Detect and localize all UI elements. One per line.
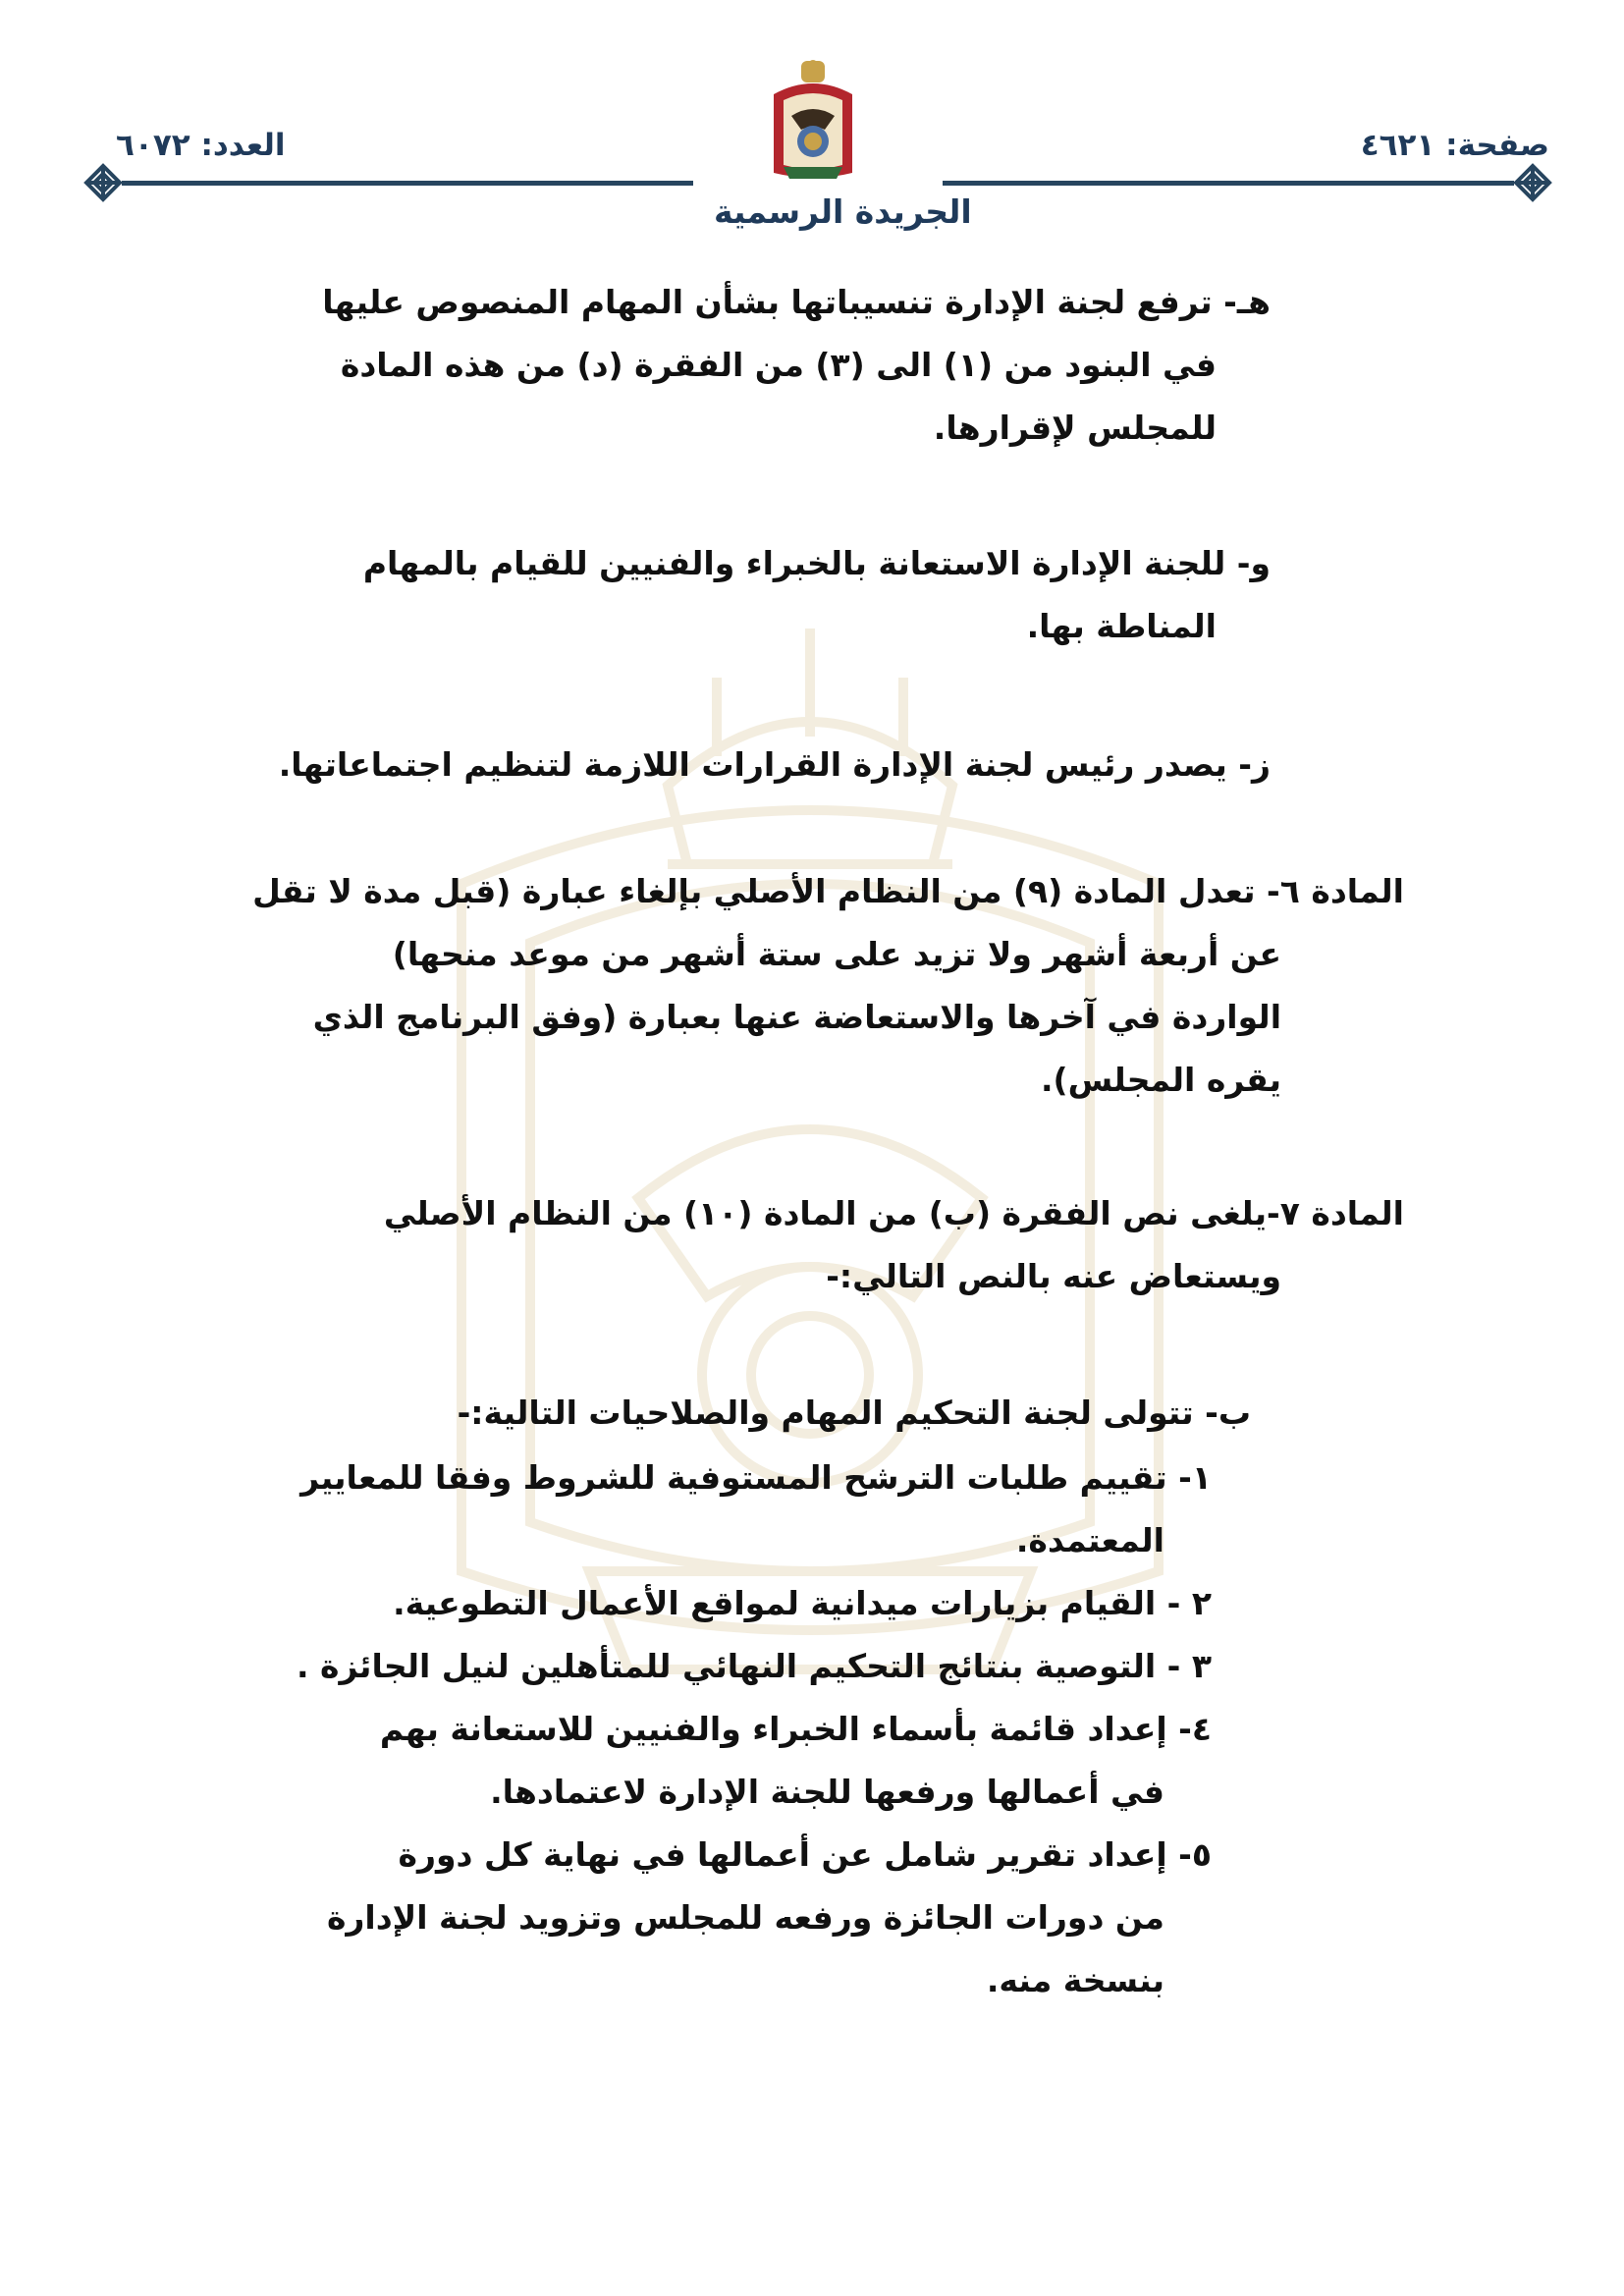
article-7 (384, 1182, 1404, 1308)
item-1-line: ١- تقييم طلبات الترشح المستوفية للشروط وفقا للمعايير (300, 1458, 1212, 1497)
article-6-line: الواردة في آخرها والاستعاضة عنها بعبارة (وفق البرنامج الذي (312, 998, 1281, 1036)
paragraph-h-line: للمجلس لإقرارها. (933, 409, 1217, 447)
item-3 (297, 1635, 1212, 1698)
paragraph-b (458, 1382, 1251, 1445)
article-6-line: عن أربعة أشهر ولا تزيد على ستة أشهر من موعد منحها) (392, 935, 1281, 973)
page-number: صفحة: ٤٦٢١ (1360, 128, 1549, 163)
article-6 (252, 860, 1404, 1112)
article-7-line: المادة ٧-يلغى نص الفقرة (ب) من المادة (١٠) من النظام الأصلي (383, 1194, 1404, 1232)
item-2 (393, 1572, 1212, 1635)
item-4 (380, 1698, 1212, 1824)
coat-of-arms-emblem (762, 57, 864, 185)
item-3-line: ٣ - التوصية بنتائج التحكيم النهائي للمتأهلين لنيل الجائزة . (297, 1647, 1212, 1685)
article-7-line: ويستعاض عنه بالنص التالي:- (826, 1257, 1281, 1295)
item-1 (300, 1447, 1212, 1572)
header-rule-right (943, 181, 1514, 186)
item-5-line: بنسخة منه. (986, 1961, 1164, 1999)
article-6-line: يقره المجلس). (1041, 1061, 1281, 1099)
item-2-line: ٢ - القيام بزيارات ميدانية لمواقع الأعمال التطوعية. (393, 1584, 1212, 1622)
paragraph-h-line: هـ- ترفع لجنة الإدارة تنسيباتها بشأن المهام المنصوص عليها (322, 283, 1271, 321)
paragraph-w (363, 532, 1271, 658)
item-4-line: ٤- إعداد قائمة بأسماء الخبراء والفنيين للاستعانة بهم (379, 1710, 1212, 1748)
paragraph-w-line: و- للجنة الإدارة الاستعانة بالخبراء والفنيين للقيام بالمهام (362, 544, 1271, 582)
issue-number: العدد: ٦٠٧٢ (116, 128, 286, 163)
header-rule-left (122, 181, 693, 186)
item-5 (327, 1824, 1212, 2012)
item-5-line: من دورات الجائزة ورفعه للمجلس وتزويد لجنة الإدارة (326, 1898, 1164, 1937)
paragraph-z (279, 734, 1271, 796)
paragraph-h (322, 271, 1271, 460)
knot-ornament-icon (1510, 160, 1555, 205)
paragraph-w-line: المناطة بها. (1026, 607, 1217, 645)
item-5-line: ٥- إعداد تقرير شامل عن أعمالها في نهاية كل دورة (398, 1835, 1212, 1874)
item-4-line: في أعمالها ورفعها للجنة الإدارة لاعتمادها. (490, 1773, 1164, 1811)
knot-ornament-icon (81, 160, 126, 205)
article-6-line: المادة ٦- تعدل المادة (٩) من النظام الأصلي بإلغاء عبارة (قبل مدة لا تقل (252, 872, 1404, 910)
paragraph-b-line: ب- تتولى لجنة التحكيم المهام والصلاحيات التالية:- (457, 1394, 1251, 1432)
item-1-line: المعتمدة. (1015, 1521, 1164, 1559)
gazette-title: الجريدة الرسمية (714, 192, 972, 231)
paragraph-z-line: ز- يصدر رئيس لجنة الإدارة القرارات اللازمة لتنظيم اجتماعاتها. (278, 745, 1271, 784)
paragraph-h-line: في البنود من (١) الى (٣) من الفقرة (د) من هذه المادة (340, 346, 1217, 384)
